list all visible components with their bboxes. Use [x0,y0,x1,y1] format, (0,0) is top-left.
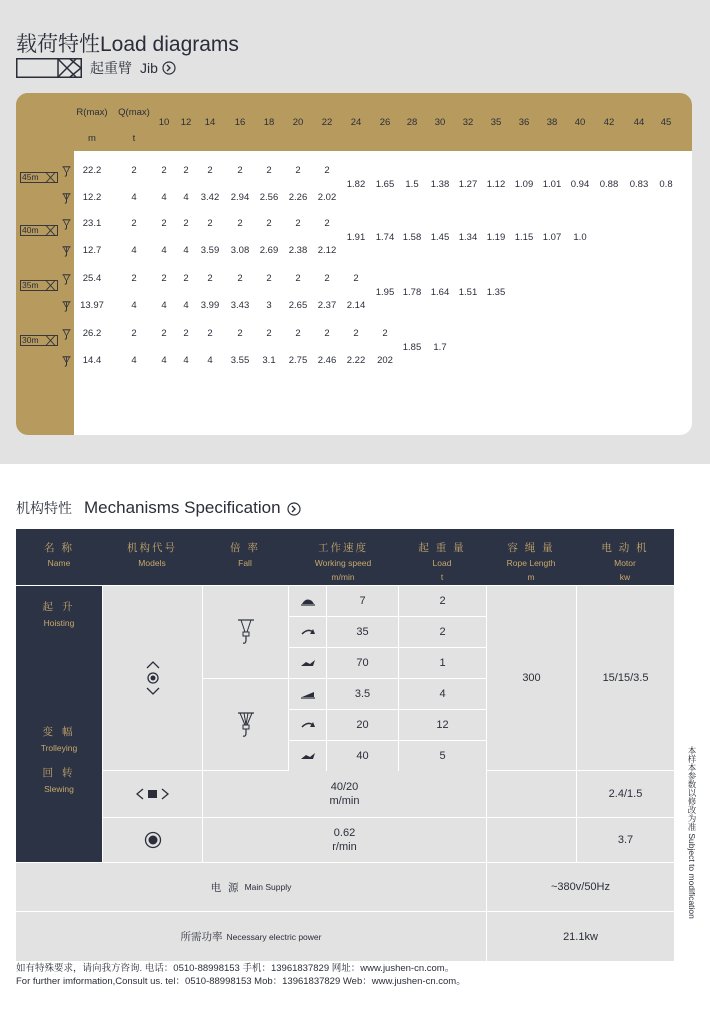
load-table-side [16,93,74,435]
rmax-value: 23.1 [82,218,102,229]
load-value: 2.65 [288,300,308,311]
load-value: 202 [377,355,393,366]
jib-length-tag: 45m [20,172,58,183]
main-supply-value: ~380v/50Hz [487,863,674,911]
load-value: 1.07 [542,232,562,243]
fall-2-cell [203,586,288,678]
radius-header-cell: 28 [406,117,418,128]
rmax-value: 12.2 [82,192,102,203]
jib-length-tag: 40m [20,225,58,236]
hoist-speed-value: 20 [327,710,398,740]
hook-2fall-icon [62,217,71,228]
hoist-speed-value: 70 [327,648,398,678]
jib-icon [16,58,82,78]
load-value: 1.58 [402,232,422,243]
hook-4fall-icon [62,299,71,310]
load-value: 2 [237,328,243,339]
qmax-value: 4 [131,355,137,366]
hook-2fall-icon [62,327,71,338]
load-value: 1.19 [486,232,506,243]
load-value: 2.22 [346,355,366,366]
label-slewing: 回 转 Slewing [42,767,76,794]
load-value: 4 [183,192,189,203]
load-value: 1.09 [514,179,534,190]
load-value: 1.65 [375,179,395,190]
chevron-right-icon [287,501,301,515]
slew-motor-value: 3.7 [577,818,674,862]
load-value: 1.7 [433,342,447,353]
trolley-motor-value: 2.4/1.5 [577,771,674,817]
load-value: 1.95 [375,287,395,298]
radius-header-cell: 14 [204,117,216,128]
hoist-load-value: 2 [399,617,486,647]
load-value: 2 [207,328,213,339]
load-value: 2 [353,273,359,284]
speed-mode-icon [289,586,326,616]
load-value: 2.14 [346,300,366,311]
load-diagram-section [0,0,710,464]
hoist-load-value: 2 [399,586,486,616]
load-value: 2 [324,328,330,339]
speed-mode-icon [289,648,326,678]
hoist-speed-value: 40 [327,741,398,771]
footer-line-cn: 如有特殊要求，请向我方咨询. 电话：0510-88998153 手机：13961837829 网址：www.jushen-cn.com。 [16,963,455,974]
load-value: 4 [183,245,189,256]
radius-header-cell: 35 [490,117,502,128]
header-rmax: R(max) [76,107,108,118]
hoist-speed-value: 3.5 [327,679,398,709]
load-value: 1.15 [514,232,534,243]
load-value: 2.75 [288,355,308,366]
power-label: 所需功率 Necessary electric power [16,912,486,961]
load-value: 2 [183,165,189,176]
side-note: 本样本参数以修改为准 Subject to modification [687,746,697,919]
jib-label-cn: 起重臂 [90,60,132,76]
hoist-motor-value: 15/15/3.5 [577,586,674,770]
load-value: 2 [161,218,167,229]
hoist-speed-value: 35 [327,617,398,647]
load-value: 2.38 [288,245,308,256]
load-value: 2.46 [317,355,337,366]
slew-speed-unit: r/min [332,841,357,853]
load-value: 0.88 [599,179,619,190]
load-value: 2 [161,165,167,176]
jib-length-tag: 35m [20,280,58,291]
load-value: 1.78 [402,287,422,298]
jib-length-tag: 30m [20,335,58,346]
radius-header-cell: 10 [158,117,170,128]
radius-header-cell: 38 [546,117,558,128]
load-value: 0.83 [629,179,649,190]
load-value: 1.0 [573,232,587,243]
qmax-value: 2 [131,273,137,284]
radius-header-cell: 22 [321,117,333,128]
load-value: 2 [237,273,243,284]
header-qmax-unit: t [132,133,136,144]
load-value: 0.94 [570,179,590,190]
hook-4fall-icon [62,191,71,202]
load-value: 4 [183,355,189,366]
load-value: 4 [161,245,167,256]
col-rope-length: 容 绳 量 Rope Length m [506,542,556,582]
rmax-value: 13.97 [80,300,104,311]
radius-header-cell: 44 [633,117,645,128]
load-value: 1.51 [458,287,478,298]
speed-mode-icon [289,617,326,647]
load-value: 2.02 [317,192,337,203]
trolley-leftright-icon [135,788,171,800]
hoist-load-value: 4 [399,679,486,709]
hoist-model-cell [103,586,202,770]
load-value: 2.69 [259,245,279,256]
speed-mode-icon [289,679,326,709]
col-motor: 电 动 机 Motor kw [601,542,649,582]
load-value: 2 [266,218,272,229]
mechanisms-title [16,498,301,518]
rmax-value: 26.2 [82,328,102,339]
load-value: 4 [161,300,167,311]
load-value: 1.27 [458,179,478,190]
radius-header-cell: 16 [234,117,246,128]
rmax-value: 22.2 [82,165,102,176]
jib-heading [16,57,176,79]
trolley-speed-unit: m/min [329,795,360,807]
load-value: 1.74 [375,232,395,243]
load-value: 1.91 [346,232,366,243]
load-value: 3.99 [200,300,220,311]
qmax-value: 4 [131,300,137,311]
hoist-load-value: 1 [399,648,486,678]
col-working-speed: 工作速度 Working speed m/min [314,542,372,582]
main-supply-label: 电 源 Main Supply [16,863,486,911]
header-rmax-unit: m [88,133,96,144]
load-value: 3.1 [262,355,276,366]
load-value: 4 [183,300,189,311]
load-value: 1.38 [430,179,450,190]
col-name: 名 称 Name [44,542,74,568]
col-load: 起 重 量 Load t [418,542,466,582]
load-value: 1.85 [402,342,422,353]
qmax-value: 2 [131,165,137,176]
radius-header-cell: 26 [379,117,391,128]
load-value: 2 [207,165,213,176]
load-value: 2 [207,273,213,284]
footer-line-en: For further imformation,Consult us. tel：0510-88998153 Mob：13961837829 Web：www.jushen-cn.com。 [16,976,466,987]
mechanisms-title-cn: 机构特性 [16,500,72,516]
load-value: 2 [266,273,272,284]
hook-4fall-icon [62,354,71,365]
radius-header-cell: 45 [660,117,672,128]
load-value: 2 [183,218,189,229]
load-table [16,93,692,435]
load-value: 2 [161,273,167,284]
rmax-value: 14.4 [82,355,102,366]
load-value: 1.01 [542,179,562,190]
radius-header-cell: 42 [603,117,615,128]
load-value: 2 [237,165,243,176]
hook-2fall-icon [62,164,71,175]
load-value: 4 [161,355,167,366]
load-value: 2 [183,328,189,339]
label-trolleying: 变 幅 Trolleying [40,726,78,753]
load-value: 0.8 [659,179,673,190]
load-value: 2 [353,328,359,339]
load-value: 2.26 [288,192,308,203]
qmax-value: 2 [131,218,137,229]
load-value: 2 [266,328,272,339]
load-value: 2 [237,218,243,229]
load-value: 2.56 [259,192,279,203]
qmax-value: 4 [131,192,137,203]
load-value: 2 [295,273,301,284]
col-models: 机构代号 Models [127,542,177,568]
qmax-value: 2 [131,328,137,339]
trolley-rope-cell [487,771,576,817]
load-value: 1.5 [405,179,419,190]
header-qmax: Q(max) [118,107,150,118]
load-value: 3.42 [200,192,220,203]
load-value: 3.08 [230,245,250,256]
load-value: 2 [266,165,272,176]
load-value: 4 [161,192,167,203]
load-value: 3.59 [200,245,220,256]
load-value: 3 [266,300,272,311]
load-value: 2 [207,218,213,229]
load-value: 2 [324,218,330,229]
load-value: 1.34 [458,232,478,243]
load-value: 1.64 [430,287,450,298]
radius-header-cell: 12 [180,117,192,128]
slew-speed-cell [203,818,486,862]
load-value: 2 [295,328,301,339]
radius-header-cell: 20 [292,117,304,128]
load-value: 4 [207,355,213,366]
load-value: 2 [324,165,330,176]
hoist-load-value: 12 [399,710,486,740]
fall-4-cell [203,679,288,770]
load-value: 2.94 [230,192,250,203]
load-value: 3.43 [230,300,250,311]
rope-length-value: 300 [487,586,576,770]
chevron-right-icon [162,61,176,75]
hook-4fall-icon [62,244,71,255]
load-value: 2 [324,273,330,284]
rmax-value: 25.4 [82,273,102,284]
speed-mode-icon [289,741,326,771]
hoist-speed-value: 7 [327,586,398,616]
load-value: 2.12 [317,245,337,256]
load-value: 2 [295,165,301,176]
radius-header-cell: 18 [263,117,275,128]
slew-model-cell [103,818,202,862]
trolley-speed-value: 40/20 [330,781,359,793]
radius-header-cell: 40 [574,117,586,128]
load-value: 3.55 [230,355,250,366]
load-value: 1.12 [486,179,506,190]
hook-2fall-icon [236,618,256,646]
slew-speed-value: 0.62 [333,827,356,839]
radius-header-cell: 32 [462,117,474,128]
radius-header-cell: 24 [350,117,362,128]
footer [16,962,466,988]
load-value: 1.82 [346,179,366,190]
hoist-load-value: 5 [399,741,486,771]
power-value: 21.1kw [487,912,674,961]
qmax-value: 4 [131,245,137,256]
load-value: 2 [183,273,189,284]
load-value: 2 [161,328,167,339]
speed-mode-icon [289,710,326,740]
radius-header-cell: 30 [434,117,446,128]
hoist-updown-icon [145,660,161,696]
col-fall: 倍 率 Fall [230,542,260,568]
trolley-speed-cell [203,771,486,817]
load-value: 2 [295,218,301,229]
mechanisms-title-en: Mechanisms Specification [84,498,281,517]
slewing-icon [144,831,162,849]
hook-4fall-icon [236,711,256,739]
load-diagrams-title: 载荷特性Load diagrams [16,33,239,56]
jib-label-en: Jib [140,60,158,76]
label-hoisting: 起 升 Hoisting [42,601,76,628]
load-value: 2 [382,328,388,339]
load-value: 2.37 [317,300,337,311]
rmax-value: 12.7 [82,245,102,256]
trolley-model-cell [103,771,202,817]
load-value: 1.45 [430,232,450,243]
radius-header-cell: 36 [518,117,530,128]
mechanisms-table [16,529,674,961]
load-value: 1.35 [486,287,506,298]
slew-rope-cell [487,818,576,862]
hook-2fall-icon [62,272,71,283]
